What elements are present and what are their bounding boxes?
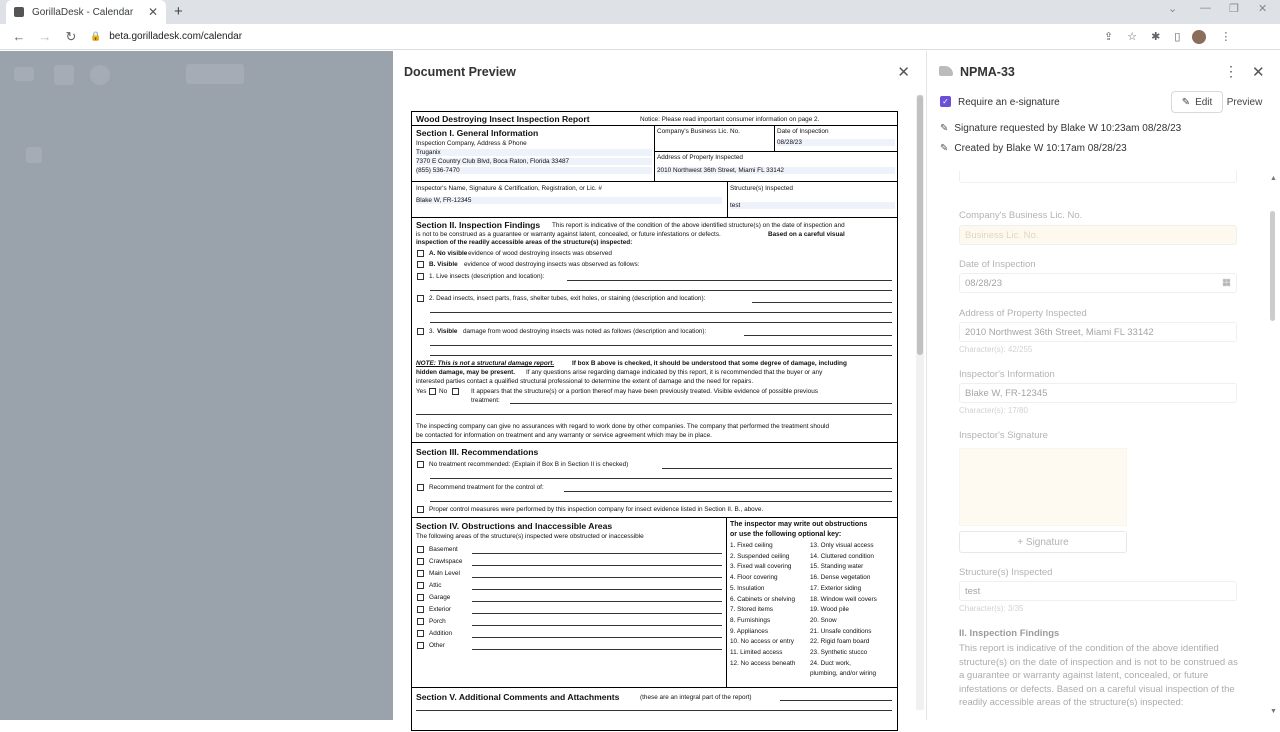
key-item: 18. Window well covers [810, 595, 877, 603]
background-element [26, 147, 42, 163]
inspector-label: Inspector's Name, Signature & Certification, Registration, or Lic. # [416, 185, 602, 192]
s2-text: inspection of the readily accessible areas of the structure(s) inspected: [416, 239, 633, 246]
area-checkbox[interactable] [417, 618, 424, 625]
section-5-title: Section V. Additional Comments and Attachments [416, 692, 620, 702]
key-item: 4. Floor covering [730, 574, 778, 582]
business-lic-input[interactable]: Business Lic. No. [959, 225, 1237, 245]
sidebar-scrollbar[interactable] [1270, 176, 1276, 716]
yes-label: Yes [416, 388, 427, 395]
browser-menu-icon[interactable]: ⋮ [1220, 31, 1232, 43]
address-input[interactable]: 2010 Northwest 36th Street, Miami FL 33142 [959, 322, 1237, 342]
checkbox-no[interactable] [452, 388, 459, 395]
preview-button[interactable] [1228, 91, 1261, 113]
property-label: Address of Property Inspected [657, 154, 743, 161]
inspector-signature-label: Inspector's Signature [959, 430, 1048, 441]
s2-text: This report is indicative of the condition of the above identified structure(s) on the date of inspection and [552, 222, 845, 229]
r2-text: Recommend treatment for the control of: [429, 484, 544, 491]
r3-text: Proper control measures were performed by this inspection company for insect evidence listed in Section II. B., above. [429, 506, 764, 513]
inspector-info-input[interactable]: Blake W, FR-12345 [959, 383, 1237, 403]
note-text: If box B above is checked, it should be understood that some degree of damage, including [572, 360, 847, 367]
write-line [780, 700, 892, 701]
window-close-icon[interactable]: ✕ [1258, 3, 1268, 15]
s4-text: The following areas of the structure(s) inspected were obstructed or inaccessible [416, 533, 644, 540]
key-item: 13. Only visual access [810, 542, 874, 549]
divider [654, 151, 897, 152]
form-header [412, 112, 897, 126]
sidebar-toggle-icon[interactable]: ▯ [1174, 31, 1181, 43]
write-line [472, 637, 722, 638]
checkbox-r2[interactable] [417, 484, 424, 491]
pencil-icon: ✎ [1181, 96, 1191, 108]
add-signature-button[interactable]: + Signature [959, 531, 1127, 553]
note-text: hidden damage, may be present. [416, 369, 516, 376]
checkbox-a[interactable] [417, 250, 424, 257]
preview-scrollbar[interactable] [916, 95, 924, 710]
key-title: The inspector may write out obstructions [730, 521, 868, 528]
divider [726, 518, 727, 688]
profile-avatar[interactable] [1192, 30, 1206, 44]
pencil-icon: ✎ [940, 123, 949, 134]
created-by [940, 143, 1127, 154]
lock-icon: 🔒 [90, 31, 102, 41]
gorilladesk-favicon-icon [14, 7, 24, 17]
key-item: 14. Cluttered condition [810, 552, 874, 560]
divider [774, 126, 775, 151]
area-checkbox[interactable] [417, 570, 424, 577]
area-checkbox[interactable] [417, 582, 424, 589]
key-item: 24. Duct work, [810, 659, 851, 667]
write-line [472, 565, 722, 566]
date-input[interactable] [959, 273, 1237, 293]
key-item: 20. Snow [810, 616, 837, 624]
section-1-title: Section I. General Information [416, 128, 539, 138]
checkbox-b3[interactable] [417, 328, 424, 335]
write-line [662, 468, 892, 469]
form-notice: Notice: Please read important consumer information on page 2. [640, 116, 820, 123]
write-line [472, 553, 722, 554]
checkbox-r1[interactable] [417, 461, 424, 468]
preview-title: Document Preview [404, 65, 516, 79]
area-checkbox[interactable] [417, 558, 424, 565]
a-label: A. No visible [429, 250, 468, 257]
write-line [472, 577, 722, 578]
url-text: beta.gorilladesk.com/calendar [109, 31, 243, 42]
area-label: Main Level [429, 570, 460, 577]
write-line [744, 335, 892, 336]
date-value: 08/28/23 [965, 278, 1002, 289]
property-value: 2010 Northwest 36th Street, Miami FL 33142 [657, 167, 895, 174]
write-line [416, 710, 892, 711]
write-line [472, 649, 722, 650]
structure-char-count: Character(s): 3/35 [959, 604, 1024, 613]
section-4 [412, 518, 897, 688]
signature-pad[interactable] [959, 448, 1127, 526]
sidebar-title: NPMA-33 [960, 65, 1015, 79]
area-label: Crawlspace [429, 558, 463, 565]
date-value: 08/28/23 [777, 139, 895, 146]
key-item: 3. Fixed wall covering [730, 563, 792, 571]
esign-label: Require an e-signature [958, 97, 1060, 108]
key-item: 9. Appliances [730, 627, 769, 635]
date-label: Date of Inspection [777, 128, 829, 135]
calendar-icon[interactable]: ▦ [1222, 277, 1231, 288]
form-title: Wood Destroying Insect Inspection Report [416, 114, 590, 124]
b1-text: 1. Live insects (description and location): [429, 273, 545, 280]
area-label: Porch [429, 618, 446, 625]
key-item: 21. Unsafe conditions [810, 627, 872, 635]
structure-label: Structure(s) Inspected [959, 567, 1053, 578]
key-title: or use the following optional key: [730, 531, 842, 538]
write-line [430, 290, 892, 291]
area-label: Exterior [429, 606, 452, 613]
forward-arrow-icon[interactable]: → [38, 29, 52, 44]
checkbox-b2[interactable] [417, 295, 424, 302]
section-3-title: Section III. Recommendations [416, 447, 539, 457]
area-checkbox[interactable] [417, 594, 424, 601]
no-label: No [439, 388, 448, 395]
area-label: Attic [429, 582, 442, 589]
structure-label: Structure(s) Inspected [730, 185, 793, 192]
area-label: Garage [429, 594, 451, 601]
reload-icon[interactable]: ↻ [65, 28, 77, 44]
write-line [430, 322, 892, 323]
sidebar-header [928, 51, 1280, 171]
background-element [54, 65, 74, 85]
edit-label: Edit [1195, 96, 1213, 108]
s2-text: Based on a careful visual [768, 231, 845, 238]
s2-text: is not to be construed as a guarantee or warranty against latent, concealed, or future infestations or defects. [416, 231, 721, 238]
inspector-info-label: Inspector's Information [959, 369, 1055, 380]
inspector-char-count: Character(s): 17/80 [959, 406, 1028, 415]
write-line [430, 345, 892, 346]
maximize-icon[interactable]: ❐ [1229, 3, 1239, 15]
chevron-down-icon[interactable]: ⌄ [1168, 3, 1178, 15]
key-item: 23. Synthetic stucco [810, 649, 868, 656]
b3-text: damage from wood destroying insects was noted as follows (description and location): [463, 328, 707, 335]
key-item: 16. Dense vegetation [810, 574, 871, 582]
created-by-text: Created by Blake W 10:17am 08/28/23 [954, 143, 1127, 154]
minimize-icon[interactable]: — [1200, 2, 1211, 14]
b-label: B. Visible [429, 261, 458, 268]
signature-requested [940, 123, 1181, 134]
divider [654, 126, 655, 182]
company-label: Inspection Company, Address & Phone [416, 140, 527, 147]
scroll-down-icon[interactable]: ▼ [1270, 708, 1277, 715]
background-element [90, 65, 110, 85]
key-item: 19. Wood pile [810, 606, 849, 614]
assurance-text: be contacted for information on treatment and any warranty or service agreement which may be in place. [416, 432, 712, 439]
close-sidebar-icon[interactable]: ✕ [1252, 64, 1265, 81]
key-item: 15. Standing water [810, 563, 864, 571]
lic-label: Company's Business Lic. No. [959, 210, 1083, 221]
findings-text: This report is indicative of the condition of the above identified structure(s) on the date of inspection and is not to be construed as a guarantee or warranty against latent, concealed, or future infestations or defects. Based on a careful visual inspection of the readily accessible areas of the structure(s) inspected: [959, 643, 1238, 708]
structure-input[interactable]: test [959, 581, 1237, 601]
wdi-report-form [411, 111, 898, 731]
checkbox-yes[interactable] [429, 388, 436, 395]
company-phone: (855) 536-7470 [416, 167, 652, 174]
write-line [472, 601, 722, 602]
checkbox-b1[interactable] [417, 273, 424, 280]
b-text: evidence of wood destroying insects was observed as follows: [464, 261, 640, 268]
b2-text: 2. Dead insects, insect parts, frass, shelter tubes, exit holes, or staining (description and location): [429, 295, 706, 302]
key-item: 11. Limited access [730, 649, 783, 656]
r1-text: No treatment recommended: (Explain if Box B in Section II is checked) [429, 461, 629, 468]
background-element [14, 67, 34, 81]
checkbox-r3[interactable] [417, 506, 424, 513]
lic-label: Company's Business Lic. No. [657, 128, 740, 135]
background-element [186, 64, 244, 84]
key-item: 8. Furnishings [730, 616, 771, 624]
area-label: Addition [429, 630, 453, 637]
section-2 [412, 218, 897, 443]
write-line [430, 478, 892, 479]
npma-sidebar [928, 51, 1280, 720]
company-name: Truganix [416, 149, 652, 156]
note-text: If any questions arise regarding damage indicated by this report, it is recommended that the buyer or any [526, 369, 823, 376]
document-preview-panel [393, 51, 927, 720]
section-5 [412, 688, 897, 732]
date-label: Date of Inspection [959, 259, 1036, 270]
key-item: 5. Insulation [730, 584, 765, 592]
area-checkbox[interactable] [417, 546, 424, 553]
browser-tab[interactable] [6, 0, 166, 24]
browser-tab-strip [0, 0, 1280, 24]
b3-bold: Visible [437, 328, 458, 335]
key-item: 17. Exterior siding [810, 584, 862, 592]
section-4-title: Section IV. Obstructions and Inaccessible Areas [416, 521, 613, 531]
address-label: Address of Property Inspected [959, 308, 1087, 319]
share-icon[interactable]: ⇪ [1104, 31, 1114, 43]
key-item: 7. Stored items [730, 606, 773, 614]
note-title: NOTE: This is not a structural damage report. [416, 360, 555, 367]
company-address: 7370 E Country Club Blvd, Boca Raton, Florida 33487 [416, 158, 652, 165]
pencil-icon: ✎ [940, 143, 949, 154]
scrollbar-thumb[interactable] [917, 95, 923, 355]
key-item: 10. No access or entry [730, 638, 794, 646]
key-item: 6. Cabinets or shelving [730, 595, 796, 603]
write-line [564, 491, 892, 492]
preview-label: Preview [1226, 96, 1263, 108]
key-item: 1. Fixed ceiling [730, 542, 773, 549]
bookmark-star-icon[interactable]: ☆ [1127, 31, 1138, 43]
area-label: Other [429, 642, 445, 649]
close-tab-icon[interactable]: ✕ [147, 5, 158, 19]
write-line [430, 501, 892, 502]
key-item: 22. Rigid foam board [810, 638, 870, 646]
treated-text: It appears that the structure(s) or a portion thereof may have been previously treated. Visible evidence of possible previous [471, 388, 818, 395]
structure-value: test [730, 202, 895, 209]
write-line [430, 355, 892, 356]
write-line [567, 280, 892, 281]
checkbox-b[interactable] [417, 261, 424, 268]
write-line [752, 302, 892, 303]
area-label: Basement [429, 546, 458, 553]
previous-field[interactable] [959, 171, 1237, 183]
assurance-text: The inspecting company can give no assurances with regard to work done by other companies. The company that performed the treatment should [416, 423, 830, 430]
scroll-up-icon[interactable]: ▲ [1270, 175, 1277, 182]
address-bar-row [0, 24, 1280, 50]
note-text: interested parties contact a qualified structural professional to determine the extent of damage and the need for repairs. [416, 378, 754, 385]
key-item: 12. No access beneath [730, 659, 796, 667]
write-line [510, 403, 892, 404]
write-line [430, 312, 892, 313]
address-char-count: Character(s): 42/255 [959, 345, 1033, 354]
key-item: 2. Suspended ceiling [730, 552, 790, 560]
section-2-title: Section II. Inspection Findings [416, 220, 541, 230]
write-line [472, 613, 722, 614]
signature-requested-text: Signature requested by Blake W 10:23am 08/28/23 [954, 123, 1182, 134]
divider [727, 182, 728, 218]
more-options-icon[interactable]: ⋮ [1224, 63, 1238, 79]
edit-button[interactable] [1171, 91, 1223, 113]
inspector-row [412, 182, 897, 218]
a-text: evidence of wood destroying insects was observed [468, 250, 612, 257]
tab-title: GorillaDesk - Calendar [32, 6, 134, 18]
write-line [472, 589, 722, 590]
findings-title: II. Inspection Findings [959, 628, 1060, 639]
close-preview-icon[interactable]: ✕ [897, 64, 910, 81]
inspector-value: Blake W, FR-12345 [416, 197, 722, 204]
back-arrow-icon[interactable]: ← [12, 29, 26, 44]
esign-checkbox[interactable]: ✓ [940, 96, 951, 107]
new-tab-icon[interactable]: + [174, 3, 183, 20]
write-line [416, 414, 892, 415]
sidebar-form-fields [928, 171, 1280, 720]
area-checkbox[interactable] [417, 630, 424, 637]
modal-backdrop[interactable] [0, 51, 393, 720]
url-bar[interactable] [90, 27, 1090, 47]
area-checkbox[interactable] [417, 642, 424, 649]
b3-num: 3. [429, 328, 435, 335]
scrollbar-thumb[interactable] [1270, 211, 1275, 321]
area-checkbox[interactable] [417, 606, 424, 613]
document-logo-icon [939, 66, 953, 76]
extensions-icon[interactable]: ✱ [1151, 31, 1161, 43]
s5-note: (these are an integral part of the report) [640, 694, 752, 701]
write-line [472, 625, 722, 626]
section-3 [412, 443, 897, 518]
treated-text: treatment: [471, 397, 500, 404]
section-1 [412, 126, 897, 182]
key-item: plumbing, and/or wiring [810, 670, 877, 678]
